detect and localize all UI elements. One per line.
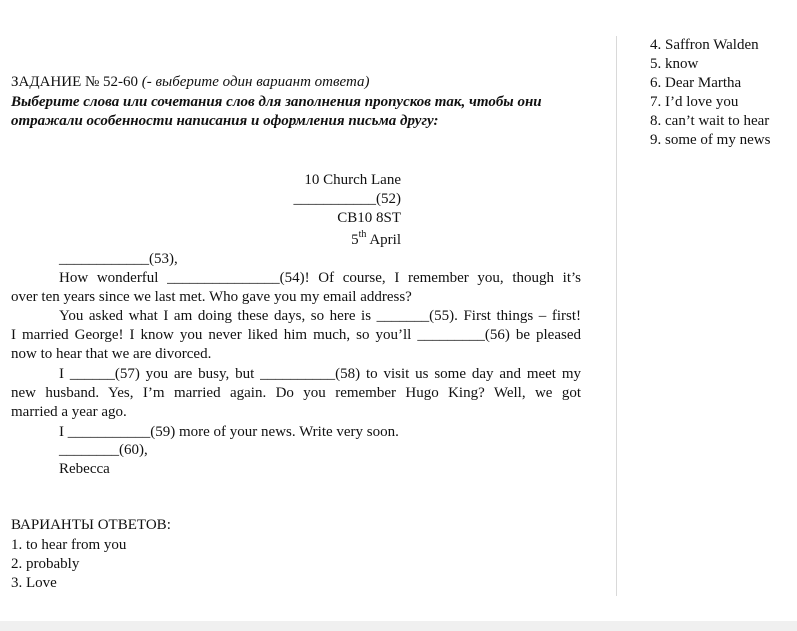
answers-heading: ВАРИАНТЫ ОТВЕТОВ: — [11, 517, 171, 533]
answer-option-1: 1. to hear from you — [11, 537, 127, 553]
answer-option-3: 3. Love — [11, 575, 57, 591]
instruction-line-1: Выберите слова или сочетания слов для заполнения пропусков так, чтобы они — [11, 94, 542, 110]
date-suffix: th — [358, 229, 367, 240]
paragraph-2-line-3: now to hear that we are divorced. — [11, 346, 212, 362]
task-note: (- выберите один вариант ответа) — [141, 74, 370, 90]
answer-option-8: 8. can’t wait to hear — [650, 113, 770, 129]
answer-option-5: 5. know — [650, 56, 699, 72]
paragraph-4-line-1: I ___________(59) more of your news. Write very soon. — [59, 424, 399, 440]
task-header — [11, 73, 369, 92]
answer-option-6: 6. Dear Martha — [650, 75, 742, 91]
letter-closing: ________(60), — [59, 442, 148, 458]
address-town-blank: ___________(52) — [293, 191, 401, 207]
column-divider — [616, 36, 617, 596]
date-month: April — [366, 232, 401, 248]
paragraph-3-line-1: I ______(57) you are busy, but __________(58) to visit us some day and meet my — [59, 366, 581, 382]
paragraph-1-line-2: over ten years since we last met. Who gave you my email address? — [11, 289, 412, 305]
answer-option-9: 9. some of my news — [650, 132, 771, 148]
paragraph-3-line-2: new husband. Yes, I’m married again. Do you remember Hugo King? Well, we got — [11, 385, 581, 401]
letter-signature: Rebecca — [59, 461, 110, 477]
paragraph-3-line-3: married a year ago. — [11, 404, 127, 420]
task-number: ЗАДАНИЕ № 52-60 — [11, 74, 139, 90]
date-day: 5 — [351, 232, 359, 248]
answer-option-2: 2. probably — [11, 556, 80, 572]
answer-option-4: 4. Saffron Walden — [650, 37, 759, 53]
letter-date — [351, 231, 401, 250]
letter-greeting: ____________(53), — [59, 251, 178, 267]
instruction-line-2: отражали особенности написания и оформления письма другу: — [11, 113, 439, 129]
answer-option-7: 7. I’d love you — [650, 94, 739, 110]
paragraph-1-line-1: How wonderful _______________(54)! Of course, I remember you, though it’s — [59, 270, 581, 286]
bottom-scroll-bar — [0, 621, 797, 631]
paragraph-2-line-2: I married George! I know you never liked him much, so you’ll _________(56) be pleased — [11, 327, 581, 343]
paragraph-2-line-1: You asked what I am doing these days, so here is _______(55). First things – first! — [59, 308, 581, 324]
address-street: 10 Church Lane — [304, 172, 401, 188]
address-postcode: CB10 8ST — [337, 210, 401, 226]
